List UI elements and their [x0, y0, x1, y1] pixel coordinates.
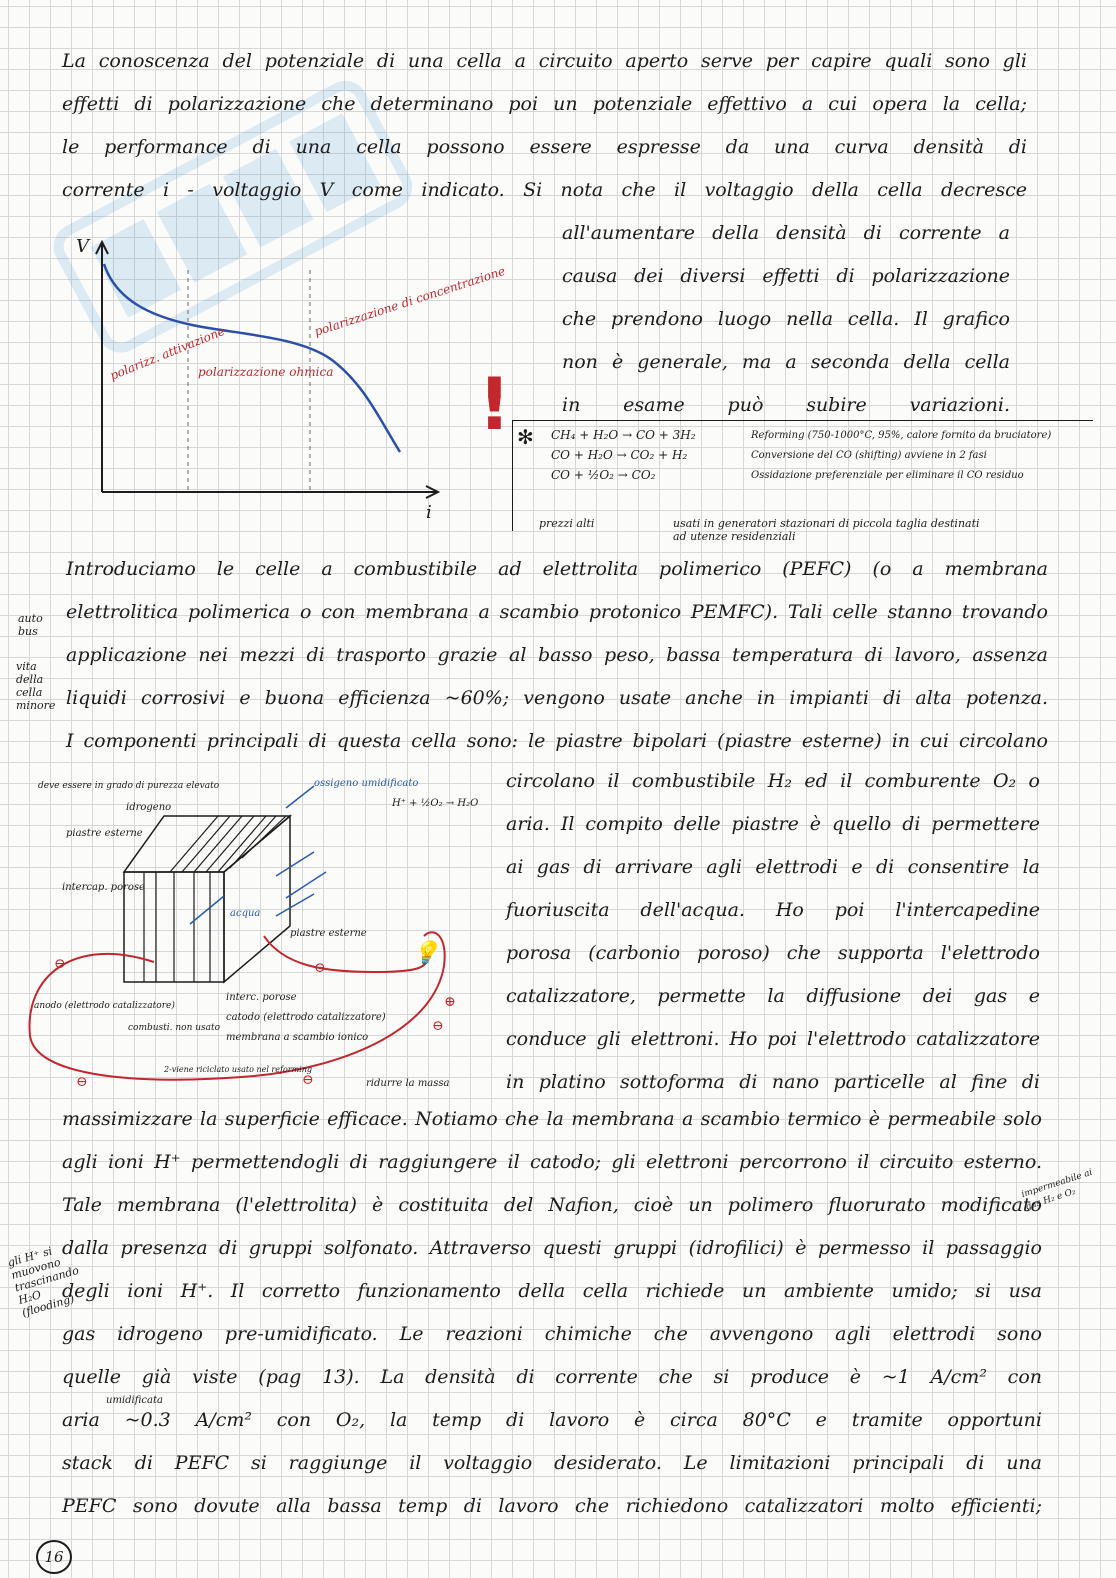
text-line: ai gas di arrivare agli elettrodi e di consentire la — [506, 856, 1040, 878]
text-line: corrente i - voltaggio V come indicato. Si nota che il voltaggio della cella decresce — [62, 179, 1027, 201]
region-label-activation: polarizz. attivazione — [107, 323, 227, 383]
final-paragraph — [62, 1098, 1042, 1528]
text-line: stack di PEFC si raggiunge il voltaggio desiderato. Le limitazioni principali di una — [62, 1452, 1042, 1474]
right-column-text — [562, 212, 1010, 427]
reaction-equation: CH₄ + H₂O → CO + 3H₂ — [551, 428, 696, 442]
text-line: in platino sottoforma di nano particelle al fine di — [506, 1071, 1040, 1093]
intro-paragraph — [62, 40, 1027, 212]
text-line: agli ioni H⁺ permettendogli di raggiungere il catodo; gli elettroni percorrono il circuito esterno. — [62, 1151, 1042, 1173]
reactions-note — [512, 420, 1093, 543]
label-deve: deve essere in grado di purezza elevato — [38, 781, 220, 791]
minus-symbol: ⊖ — [54, 956, 66, 972]
note-usage: usati in generatori stazionari di piccola taglia destinati ad utenze residenziali — [673, 517, 980, 543]
text-line: quelle già viste (pag 13). La densità di corrente che si produce è ~1 A/cm² con — [62, 1366, 1042, 1388]
text-line: degli ioni H⁺. Il corretto funzionamento della cella richiede un ambiente umido; si usa — [62, 1280, 1042, 1302]
reaction-equation: CO + ½O₂ → CO₂ — [551, 468, 656, 482]
text-line: conduce gli elettroni. Ho poi l'elettrodo catalizzatore — [506, 1028, 1040, 1050]
minus-symbol: ⊖ — [314, 960, 326, 976]
margin-note-auto-bus: auto bus — [18, 612, 43, 638]
text-line: aria. Il compito delle piastre è quello di permettere — [506, 813, 1040, 835]
note-umidificata: umidificata — [106, 1395, 163, 1406]
text-line: PEFC sono dovute alla bassa temp di lavoro che richiedono catalizzatori molto efficienti; — [62, 1495, 1042, 1517]
text-line: che prendono luogo nella cella. Il grafico — [562, 308, 1010, 330]
y-axis-label: V — [76, 236, 89, 257]
label-membrana: membrana a scambio ionico — [226, 1032, 369, 1043]
label-reaction: H⁺ + ½O₂ → H₂O — [392, 798, 479, 809]
minus-symbol: ⊖ — [76, 1074, 88, 1090]
margin-note-vita: vita della cella minore — [16, 660, 56, 712]
text-line: non è generale, ma a seconda della cella — [562, 351, 1010, 373]
text-line: porosa (carbonio poroso) che supporta l'elettrodo — [506, 942, 1040, 964]
label-intercap: intercap. porose — [62, 882, 145, 893]
page-number — [36, 1540, 72, 1574]
label-piastre-esterne-left: piastre esterne — [66, 828, 143, 839]
text-line: in esame può subire variazioni. — [562, 394, 1010, 416]
label-ossigeno: ossigeno umidificato — [314, 778, 419, 789]
reaction-description: Ossidazione preferenziale per eliminare il CO residuo — [751, 470, 1024, 481]
text-line: dalla presenza di gruppi solfonato. Attraverso questi gruppi (idrofilici) è permesso il passaggio — [62, 1237, 1042, 1259]
text-line: Introduciamo le celle a combustibile ad elettrolita polimerico (PEFC) (o a membrana — [66, 558, 1048, 580]
margin-note-h2: gli H⁺ si muovono trascinando H₂O (flooding) — [6, 1244, 81, 1320]
minus-symbol: ⊖ — [432, 1018, 444, 1034]
minus-symbol: ⊖ — [302, 1072, 314, 1088]
text-line: liquidi corrosivi e buona efficienza ~60%; vengono usate anche in impianti di alta potenza. — [66, 687, 1048, 709]
text-line: circolano il combustibile H₂ ed il comburente O₂ o — [506, 770, 1040, 792]
text-line: causa dei diversi effetti di polarizzazione — [562, 265, 1010, 287]
label-ridurre: ridurre la massa — [366, 1078, 450, 1089]
bulb-icon: 💡 — [412, 941, 440, 966]
text-line: all'aumentare della densità di corrente a — [562, 222, 1010, 244]
reaction-equation: CO + H₂O → CO₂ + H₂ — [551, 448, 688, 462]
pefc-paragraph — [66, 548, 1048, 763]
cell-side-face — [224, 816, 290, 982]
text-line: aria ~0.3 A/cm² con O₂, la temp di lavoro è circa 80°C e tramite opportuni — [62, 1409, 1042, 1431]
text-line: gas idrogeno pre-umidificato. Le reazioni chimiche che avvengono agli elettrodi sono — [62, 1323, 1042, 1345]
cell-right-text — [506, 760, 1040, 1104]
text-line: elettrolitica polimerica o con membrana a scambio protonico PEMFC). Tali celle stanno trovando — [66, 601, 1048, 623]
plus-symbol: ⊕ — [444, 994, 456, 1010]
label-acqua: acqua — [230, 908, 261, 919]
text-line: le performance di una cella possono essere espresse da una curva densità di — [62, 136, 1027, 158]
text-line: I componenti principali di questa cella sono: le piastre bipolari (piastre esterne) in cui circolano — [66, 730, 1048, 752]
label-idrogeno: idrogeno — [126, 802, 172, 813]
region-label-concentration: polarizzazione di concentrazione — [312, 263, 507, 339]
text-line: catalizzatore, permette la diffusione dei gas e — [506, 985, 1040, 1007]
label-anodo: anodo (elettrodo catalizzatore) — [34, 1001, 175, 1011]
text-line: fuoriuscita dell'acqua. Ho poi l'intercapedine — [506, 899, 1040, 921]
reaction-description: Conversione del CO (shifting) avviene in 2 fasi — [751, 450, 987, 461]
pefc-cell-diagram — [14, 776, 494, 1096]
reaction-description: Reforming (750-1000°C, 95%, calore fornito da bruciatore) — [751, 430, 1052, 441]
warning-exclamation-icon: ! — [478, 362, 511, 446]
text-line: effetti di polarizzazione che determinano poi un potenziale effettivo a cui opera la cella; — [62, 93, 1027, 115]
text-line: massimizzare la superficie efficace. Notiamo che la membrana a scambio termico è permeabile solo — [62, 1108, 1042, 1130]
label-piastre-esterne-right: piastre esterne — [290, 928, 367, 939]
label-interc: interc. porose — [226, 992, 297, 1003]
text-line: applicazione nei mezzi di trasporto grazie al basso peso, bassa temperatura di lavoro, assenza — [66, 644, 1048, 666]
margin-note-impermeabile: impermeabile ai gas H₂ e O₂ — [1020, 1167, 1094, 1213]
text-line: Tale membrana (l'elettrolita) è costituita del Nafion, cioè un polimero fluorurato modificato — [62, 1194, 1042, 1216]
page-number-text: 16 — [44, 1548, 64, 1566]
text-line: La conoscenza del potenziale di una cella a circuito aperto serve per capire quali sono gli — [62, 50, 1027, 72]
label-combusti: combusti. non usato — [128, 1023, 221, 1033]
polarization-graph — [70, 230, 507, 523]
star-icon: ✻ — [517, 425, 534, 449]
cell-top-face — [124, 816, 290, 872]
region-label-ohmic: polarizzazione ohmica — [198, 365, 334, 379]
x-axis-label: i — [426, 502, 432, 523]
label-catodo: catodo (elettrodo catalizzatore) — [226, 1012, 386, 1023]
note-price: prezzi alti — [539, 517, 595, 530]
label-recycle: 2-viene riciclato usato nel reforming — [164, 1065, 313, 1074]
